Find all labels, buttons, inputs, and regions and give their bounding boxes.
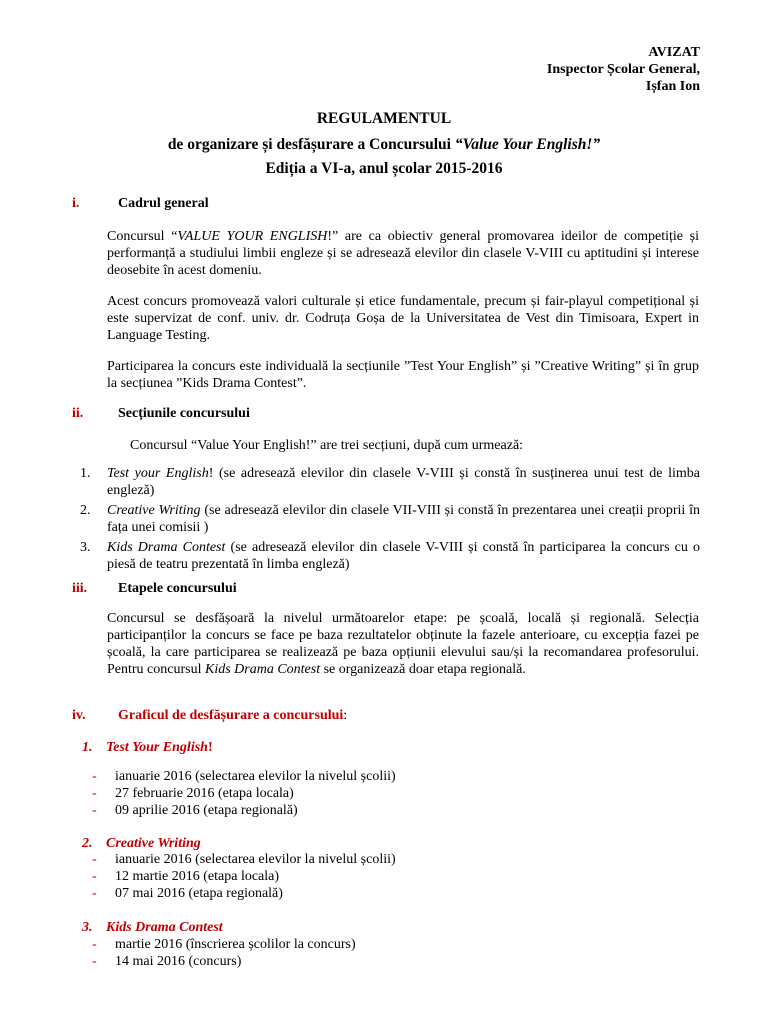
- paragraph-general-3: Participarea la concurs este individuală la secțiunile ”Test Your English” și ”Creative Writing” și în grup la secțiunea ”Kids Drama Contest”.: [107, 359, 699, 391]
- section-heading-1: [72, 196, 209, 212]
- contest-name: Kids Drama Contest: [204, 662, 321, 677]
- item-number: 1.: [80, 466, 91, 481]
- item-name: Test your English: [107, 466, 209, 481]
- group-name: Creative Writing: [106, 836, 201, 851]
- edition-line: Ediția a VI-a, anul școlar 2015-2016: [265, 160, 503, 177]
- schedule-heading-3: [82, 920, 223, 936]
- list-item: - 09 aprilie 2016 (etapa regională): [92, 803, 298, 818]
- schedule-list-1: [92, 768, 396, 819]
- list-item: - 14 mai 2016 (concurs): [92, 954, 242, 969]
- item-number: 3.: [80, 540, 91, 555]
- group-number: 3.: [82, 920, 93, 935]
- approval-role: Inspector Școlar General,: [546, 62, 700, 77]
- section-title: Cadrul general: [118, 196, 209, 211]
- item-text: 27 februarie 2016 (etapa locala): [115, 786, 294, 801]
- schedule-heading-2: [82, 836, 201, 852]
- document-title: REGULAMENTUL: [316, 110, 452, 127]
- list-item: - 12 martie 2016 (etapa locala): [92, 869, 280, 884]
- schedule-list-2: [92, 851, 396, 902]
- approval-label: AVIZAT: [648, 45, 700, 60]
- section-heading-3: [72, 581, 237, 597]
- schedule-list-3: [92, 936, 356, 970]
- text-run: se organizează doar etapa regională.: [320, 662, 526, 677]
- section-number: iv.: [72, 708, 86, 723]
- colon: :: [343, 708, 348, 723]
- item-text: 07 mai 2016 (etapa regională): [115, 886, 283, 901]
- section-heading-4: [72, 708, 347, 724]
- item-number: 2.: [80, 503, 91, 518]
- approval-name: Ișfan Ion: [645, 79, 700, 94]
- schedule-heading-1: [82, 740, 213, 756]
- item-text: 09 aprilie 2016 (etapa regională): [115, 803, 298, 818]
- section-title: Secțiunile concursului: [118, 406, 250, 421]
- section-title: Etapele concursului: [118, 581, 237, 596]
- group-number: 2.: [82, 836, 93, 851]
- section-number: i.: [72, 196, 80, 211]
- item-text: ! (se adresează elevilor din clasele V-VIII și constă în susținerea unui test de limba engleză): [107, 466, 700, 498]
- item-text: 12 martie 2016 (etapa locala): [115, 869, 280, 884]
- group-number: 1.: [82, 740, 93, 755]
- group-name: Kids Drama Contest: [106, 920, 223, 935]
- section-number: iii.: [72, 581, 88, 596]
- item-text: (se adresează elevilor din clasele VII-VIII și constă în prezentarea unei creații proprii în fața unei comisii ): [107, 503, 701, 535]
- sections-list: [80, 465, 700, 576]
- paragraph-stages: [107, 610, 699, 678]
- document-subtitle: [0, 136, 768, 154]
- list-item: - ianuarie 2016 (selectarea elevilor la nivelul școlii): [92, 769, 396, 784]
- paragraph-general-2: Acest concurs promovează valori culturale și etice fundamentale, precum și fair-playul competițional și este supervizat de conf. univ. dr. Codruța Goșa de la Universitatea de Vest din Timisoara, Expert in Language Testing.: [107, 294, 699, 343]
- item-text: ianuarie 2016 (selectarea elevilor la nivelul școlii): [115, 852, 396, 867]
- item-name: Creative Writing: [107, 503, 201, 518]
- item-text: 14 mai 2016 (concurs): [115, 954, 242, 969]
- contest-name: “Value Your English!”: [454, 136, 601, 153]
- list-item: - ianuarie 2016 (selectarea elevilor la nivelul școlii): [92, 852, 396, 867]
- section-title: Graficul de desfășurare a concursului: [118, 708, 344, 723]
- section-number: ii.: [72, 406, 84, 421]
- list-item: [80, 465, 700, 499]
- text-run: Concursul “: [107, 229, 178, 244]
- paragraph-general-1: [107, 228, 699, 279]
- group-name: Test Your English: [106, 740, 208, 755]
- item-text: (se adresează elevilor din clasele V-VIII și constă în participarea la concurs cu o piesă de teatru prezentată în limba engleză): [107, 540, 700, 572]
- text-run: Concursul se desfășoară la nivelul următoarelor etape: pe școală, locală și regională. Selecția participanților la concurs se face pe baza rezultatelor obținute la fazele anterioare, cu excepția fazei pe școală, la care participarea se realizează pe baza opțiunii elevului sau/și la recomandarea profesorului. Pentru concursul: [107, 611, 699, 677]
- item-name: Kids Drama Contest: [107, 540, 226, 555]
- section-heading-2: [72, 406, 250, 422]
- list-item: - martie 2016 (înscrierea școlilor la concurs): [92, 937, 356, 952]
- text-run: !” are ca obiectiv general promovarea ideilor de competiție și performanță a studiului limbii engleze și se adresează elevilor din clasele V-VIII cu aptitudini și interese deosebite în acest domeniu.: [107, 229, 699, 278]
- item-text: ianuarie 2016 (selectarea elevilor la nivelul școlii): [115, 769, 396, 784]
- subtitle-text: de organizare și desfășurare a Concursului: [167, 136, 455, 153]
- list-item: - 27 februarie 2016 (etapa locala): [92, 786, 294, 801]
- sections-intro: Concursul “Value Your English!” are trei secțiuni, după cum urmează:: [130, 438, 524, 453]
- approval-block: [547, 44, 700, 95]
- item-text: martie 2016 (înscrierea școlilor la concurs): [115, 937, 356, 952]
- contest-name-caps: VALUE YOUR ENGLISH: [177, 229, 328, 244]
- list-item: - 07 mai 2016 (etapa regională): [92, 886, 283, 901]
- list-item: [80, 539, 700, 573]
- list-item: [80, 502, 700, 536]
- group-suffix: !: [207, 740, 213, 755]
